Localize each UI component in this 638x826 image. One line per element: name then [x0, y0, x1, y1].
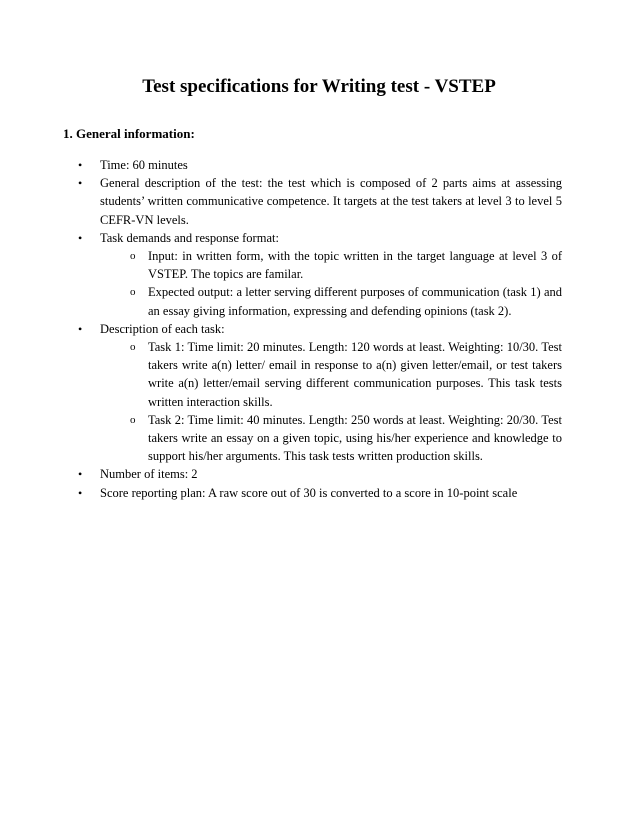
list-item-text: Task demands and response format:	[100, 230, 279, 245]
sub-list-item-text: Task 1: Time limit: 20 minutes. Length: 120 words at least. Weighting: 10/30. Test takers write a(n) letter/ email in response to a(n) given letter/email, or test takers write a(n) letter/email serving different communication purposes. This task tests written interaction skills.	[148, 340, 562, 409]
bullet-icon: •	[78, 230, 83, 245]
list-item	[76, 465, 562, 483]
circle-bullet-icon: o	[130, 250, 136, 263]
list-item	[76, 229, 562, 320]
sub-list-item-text: Expected output: a letter serving different purposes of communication (task 1) and an essay giving information, expressing and defending opinions (task 2).	[148, 285, 562, 318]
list-item	[76, 174, 562, 229]
list-item-text: Number of items: 2	[100, 467, 198, 482]
sub-list-item-text: Task 2: Time limit: 40 minutes. Length: 250 words at least. Weighting: 20/30. Test takers write an essay on a given topic, using his/her experience and knowledge to support his/her arguments. This task tests written production skills.	[148, 412, 562, 464]
sub-list	[100, 338, 562, 465]
circle-bullet-icon: o	[130, 286, 136, 299]
list-item-text: Time: 60 minutes	[100, 158, 188, 172]
list-item	[76, 156, 562, 174]
bullet-icon: •	[78, 158, 83, 172]
circle-bullet-icon: o	[130, 413, 136, 426]
list-item-text: Score reporting plan: A raw score out of 30 is converted to a score in 10-point scale	[100, 485, 518, 500]
list-item-text: Description of each task:	[100, 321, 225, 336]
sub-list	[100, 247, 562, 320]
circle-bullet-icon: o	[130, 341, 136, 354]
sub-list-item	[100, 247, 562, 283]
bullet-list	[76, 156, 562, 502]
sub-list-item-text: Input: in written form, with the topic written in the target language at level 3 of VSTEP. The topics are familar.	[148, 249, 562, 282]
bullet-icon: •	[78, 467, 83, 482]
bullet-icon: •	[78, 485, 83, 500]
bullet-icon: •	[78, 176, 83, 191]
sub-list-item	[100, 411, 562, 466]
list-item-text: General description of the test: the test which is composed of 2 parts aims at assessing students’ written communicative competence. It targets at the test takers at level 3 to level 5 CEFR-VN levels.	[100, 176, 562, 227]
sub-list-item	[100, 338, 562, 411]
document-title: Test specifications for Writing test - VSTEP	[142, 76, 496, 97]
bullet-icon: •	[78, 321, 83, 336]
list-item	[76, 484, 562, 502]
sub-list-item	[100, 283, 562, 319]
section-heading: 1. General information:	[63, 126, 195, 141]
list-item	[76, 320, 562, 466]
